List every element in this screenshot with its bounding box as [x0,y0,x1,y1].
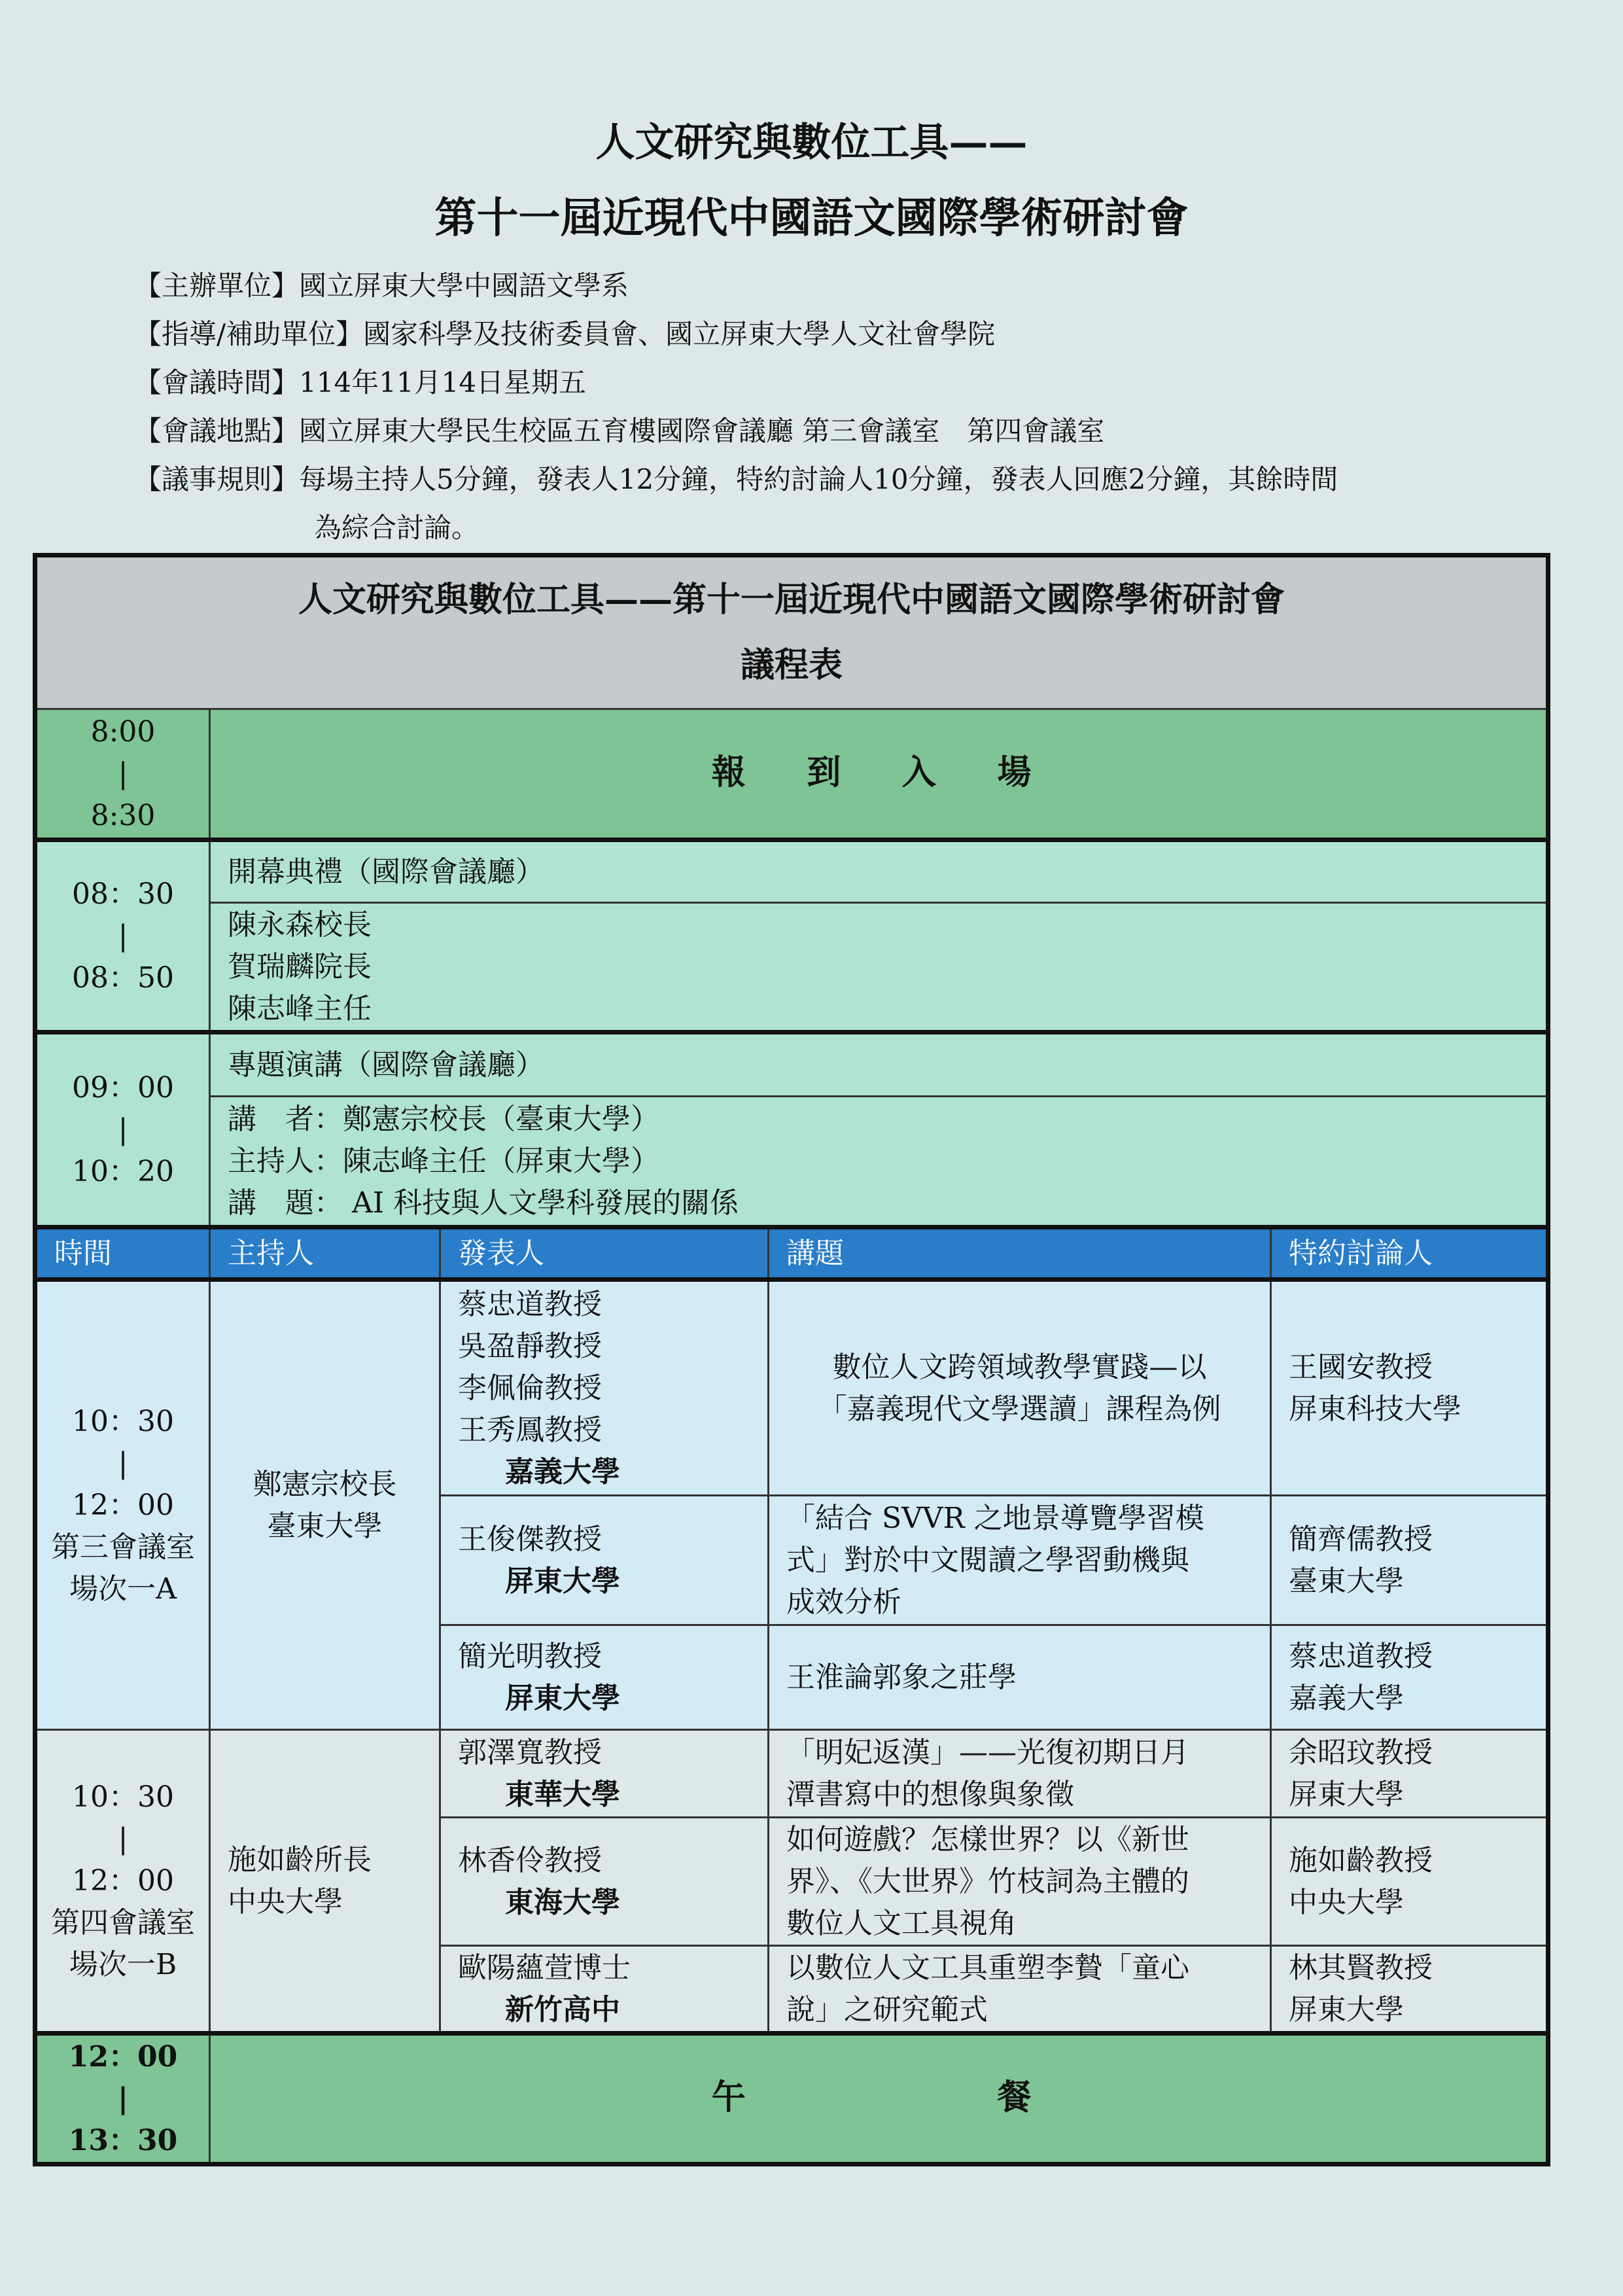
time-separator: | [118,919,128,953]
checkin-label: 報 到 入 場 [711,752,1045,792]
keynote-detail-row [35,1097,1548,1227]
lunch-label: 午 餐 [711,2077,1045,2117]
topic-cell [769,1818,1271,1946]
time-separator: | [118,1822,128,1856]
opening-person: 陳永森校長 [228,908,372,942]
time-start: 08：30 [72,877,174,911]
opening-person: 賀瑞麟院長 [228,949,372,983]
agenda-title: 人文研究與數位工具——第十一屆近現代中國語文國際學術研討會 [298,580,1285,620]
info-sponsor: 【指導/補助單位】國家科學及技術委員會、國立屏東大學人文社會學院 [134,318,996,350]
presenter-school: 屏東大學 [505,1564,620,1598]
discussant-cell [1271,1496,1548,1625]
keynote-label: 專題演講（國際會議廳） [210,1033,1548,1097]
discussant-name: 簡齊儒教授 [1289,1522,1433,1556]
time-separator: | [118,1446,128,1480]
presenter-school: 東華大學 [505,1777,620,1811]
topic-line: 成效分析 [786,1585,901,1619]
presenter-name: 簡光明教授 [458,1639,602,1673]
presenter-school: 屏東大學 [505,1681,620,1715]
keynote-row [35,1033,1548,1097]
col-presenter: 發表人 [440,1227,769,1280]
info-rules: 【議事規則】每場主持人5分鐘，發表人12分鐘，特約討論人10分鐘，發表人回應2分鐘，其餘時間 [134,463,1338,495]
discussant-name: 王國安教授 [1289,1350,1433,1384]
agenda-header-row [35,556,1548,709]
discussant-school: 屏東大學 [1289,1777,1404,1811]
keynote-host: 主持人：陳志峰主任（屏東大學） [228,1144,659,1178]
topic-cell [769,1280,1271,1496]
topic-line: 數位人文跨領域教學實踐—以 [832,1350,1207,1384]
discussant-school: 嘉義大學 [1289,1681,1404,1715]
col-discussant: 特約討論人 [1271,1227,1548,1280]
time-end: 12：00 [72,1863,174,1898]
time-end: 13：30 [68,2123,178,2157]
presenter-name: 吳盈靜教授 [458,1329,602,1363]
agenda-subtitle: 議程表 [741,645,843,685]
session-a-time [35,1280,210,1730]
presenters-cell [440,1730,769,1818]
keynote-details [210,1097,1548,1227]
discussant-name: 蔡忠道教授 [1289,1639,1433,1673]
info-organizer: 【主辦單位】國立屏東大學中國語文學系 [134,270,629,302]
host-name: 施如齡所長 [228,1843,372,1877]
checkin-label-cell [210,709,1548,840]
info-time: 【會議時間】114年11月14日星期五 [134,366,587,398]
topic-line: 數位人文工具視角 [786,1906,1017,1940]
lunch-label-cell [210,2034,1548,2164]
page-title-line1: 人文研究與數位工具—— [595,120,1028,166]
topic-line: 「明妃返漢」——光復初期日月 [786,1735,1189,1769]
topic-line: 王淮論郭象之莊學 [786,1660,1017,1694]
presenter-school: 嘉義大學 [505,1455,620,1489]
topic-line: 如何遊戲？怎樣世界？以《新世 [786,1822,1189,1856]
discussant-cell [1271,1625,1548,1730]
conference-info [134,262,1541,552]
presenter-name: 林香伶教授 [458,1843,602,1877]
presenters-cell [440,1946,769,2034]
presenter-name: 歐陽蘊萱博士 [458,1951,631,1985]
info-venue: 【會議地點】國立屏東大學民生校區五育樓國際會議廳 第三會議室 第四會議室 [134,415,1105,447]
time-start: 12：00 [68,2040,178,2074]
discussant-name: 林其賢教授 [1289,1951,1433,1985]
presenter-school: 東海大學 [505,1885,620,1919]
session-room: 第四會議室 [51,1905,195,1939]
presenter-name: 郭澤寬教授 [458,1735,602,1769]
topic-line: 潭書寫中的想像與象徵 [786,1777,1074,1811]
opening-time [35,840,210,1033]
topic-line: 「結合 SVVR 之地景導覽學習模 [786,1501,1204,1535]
presenters-cell [440,1625,769,1730]
time-separator: | [118,1112,128,1146]
opening-label: 開幕典禮（國際會議廳） [210,840,1548,903]
keynote-time [35,1033,210,1227]
session-code: 場次一A [69,1572,177,1606]
time-start: 8:00 [90,715,156,749]
checkin-row [35,709,1548,840]
topic-cell [769,1496,1271,1625]
agenda-header [35,556,1548,709]
session-room: 第三會議室 [51,1530,195,1564]
presenters-cell [440,1280,769,1496]
presenters-cell [440,1818,769,1946]
keynote-topic: 講 題： AI 科技與人文學科發展的關係 [228,1186,739,1220]
topic-line: 式」對於中文閱讀之學習動機與 [786,1543,1189,1577]
col-host: 主持人 [210,1227,440,1280]
opening-person: 陳志峰主任 [228,991,372,1025]
topic-cell [769,1946,1271,2034]
presenters-cell [440,1496,769,1625]
time-end: 8:30 [90,798,156,832]
checkin-time [35,709,210,840]
discussant-name: 余昭玟教授 [1289,1735,1433,1769]
topic-line: 界》、《大世界》竹枝詞為主體的 [786,1864,1189,1898]
presenter-name: 王俊傑教授 [458,1522,602,1556]
session-a-host [210,1280,440,1730]
topic-line: 說」之研究範式 [786,1992,988,2026]
session-b-host [210,1730,440,2034]
session-code: 場次一B [69,1947,177,1981]
presenter-name: 蔡忠道教授 [458,1287,602,1321]
topic-line: 「嘉義現代文學選讀」課程為例 [818,1392,1221,1426]
discussant-cell [1271,1818,1548,1946]
topic-cell [769,1625,1271,1730]
time-separator: | [118,756,128,790]
opening-people-row [35,903,1548,1033]
lunch-row [35,2034,1548,2164]
column-header-row [35,1227,1548,1280]
col-time: 時間 [35,1227,210,1280]
agenda-table [33,553,1550,2166]
time-start: 10：30 [72,1780,174,1814]
topic-line: 以數位人文工具重塑李贄「童心 [786,1951,1189,1985]
time-separator: | [117,2081,128,2115]
discussant-cell [1271,1280,1548,1496]
host-name: 鄭憲宗校長 [253,1467,397,1501]
discussant-cell [1271,1946,1548,2034]
discussant-name: 施如齡教授 [1289,1843,1433,1877]
keynote-speaker: 講 者：鄭憲宗校長（臺東大學） [228,1102,659,1136]
time-end: 08：50 [72,961,174,995]
discussant-school: 屏東科技大學 [1289,1392,1461,1426]
discussant-school: 臺東大學 [1289,1564,1404,1598]
time-end: 10：20 [72,1154,174,1188]
topic-cell [769,1730,1271,1818]
page-title-line2: 第十一屆近現代中國語文國際學術研討會 [434,194,1189,243]
opening-people [210,903,1548,1033]
discussant-cell [1271,1730,1548,1818]
time-start: 09：00 [72,1070,174,1104]
info-rules-cont: 為綜合討論。 [314,512,480,544]
host-affiliation: 中央大學 [228,1884,343,1918]
opening-row [35,840,1548,903]
presenter-name: 王秀鳳教授 [458,1413,602,1447]
presenter-school: 新竹高中 [505,1992,620,2026]
discussant-school: 屏東大學 [1289,1992,1404,2026]
table-row [35,1280,1548,1496]
session-b-time [35,1730,210,2034]
lunch-time [35,2034,210,2164]
col-topic: 講題 [769,1227,1271,1280]
discussant-school: 中央大學 [1289,1885,1404,1919]
time-start: 10：30 [72,1404,174,1438]
time-end: 12：00 [72,1488,174,1522]
host-affiliation: 臺東大學 [267,1509,383,1543]
table-row [35,1730,1548,1818]
presenter-name: 李佩倫教授 [458,1371,602,1405]
